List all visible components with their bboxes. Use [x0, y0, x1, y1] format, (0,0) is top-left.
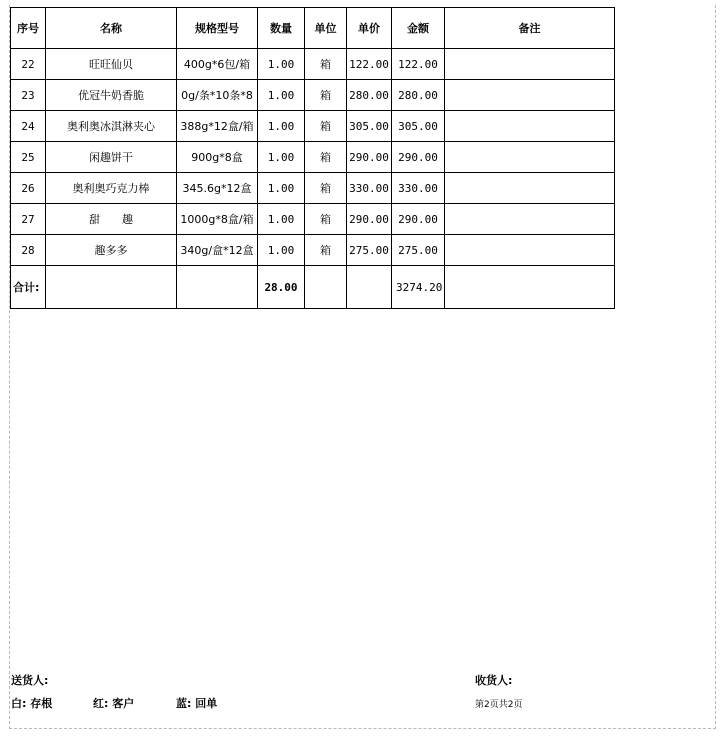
cell-name: 甜 趣: [46, 204, 177, 235]
cell-note: [445, 80, 615, 111]
cell-price: 305.00: [347, 111, 392, 142]
cell-name: 优冠牛奶香脆: [46, 80, 177, 111]
cell-qty: 1.00: [258, 204, 305, 235]
cell-unit: 箱: [305, 80, 347, 111]
total-amount: 3274.20: [392, 266, 445, 309]
cell-no: 26: [11, 173, 46, 204]
cell-qty: 1.00: [258, 173, 305, 204]
total-empty: [445, 266, 615, 309]
cell-amount: 290.00: [392, 142, 445, 173]
total-empty: [177, 266, 258, 309]
cell-name: 趣多多: [46, 235, 177, 266]
table-row: [11, 49, 615, 80]
cell-price: 290.00: [347, 142, 392, 173]
cell-price: 290.00: [347, 204, 392, 235]
header-no: 序号: [11, 8, 46, 49]
cell-note: [445, 235, 615, 266]
cell-amount: 330.00: [392, 173, 445, 204]
header-spec: 规格型号: [177, 8, 258, 49]
cell-note: [445, 204, 615, 235]
cell-no: 25: [11, 142, 46, 173]
cell-amount: 280.00: [392, 80, 445, 111]
total-empty: [46, 266, 177, 309]
table-row: [11, 235, 615, 266]
page-info: 第2页共2页: [475, 700, 523, 710]
cell-spec: 388g*12盒/箱: [177, 111, 258, 142]
cell-spec: 345.6g*12盒: [177, 173, 258, 204]
cell-name: 奥利奥冰淇淋夹心: [46, 111, 177, 142]
table-row: [11, 204, 615, 235]
cell-note: [445, 142, 615, 173]
cell-no: 28: [11, 235, 46, 266]
cell-name: 闲趣饼干: [46, 142, 177, 173]
cell-spec: 0g/条*10条*8: [177, 80, 258, 111]
table-row: [11, 80, 615, 111]
cell-qty: 1.00: [258, 111, 305, 142]
cell-name: 旺旺仙贝: [46, 49, 177, 80]
cell-no: 27: [11, 204, 46, 235]
cell-no: 24: [11, 111, 46, 142]
cell-unit: 箱: [305, 49, 347, 80]
cell-qty: 1.00: [258, 235, 305, 266]
cell-spec: 900g*8盒: [177, 142, 258, 173]
header-amount: 金额: [392, 8, 445, 49]
cell-amount: 275.00: [392, 235, 445, 266]
cell-qty: 1.00: [258, 142, 305, 173]
cell-spec: 400g*6包/箱: [177, 49, 258, 80]
cell-price: 122.00: [347, 49, 392, 80]
receiver-label: 收货人:: [475, 674, 513, 687]
cell-note: [445, 49, 615, 80]
header-note: 备注: [445, 8, 615, 49]
cell-unit: 箱: [305, 142, 347, 173]
cell-spec: 340g/盒*12盒: [177, 235, 258, 266]
header-name: 名称: [46, 8, 177, 49]
copy-blue: 蓝: 回单: [176, 697, 218, 710]
copy-white: 白: 存根: [11, 697, 53, 710]
cell-unit: 箱: [305, 111, 347, 142]
cell-amount: 290.00: [392, 204, 445, 235]
cell-amount: 122.00: [392, 49, 445, 80]
cell-price: 275.00: [347, 235, 392, 266]
table-row: [11, 111, 615, 142]
cell-unit: 箱: [305, 204, 347, 235]
cell-no: 23: [11, 80, 46, 111]
table-row: [11, 173, 615, 204]
header-unit: 单位: [305, 8, 347, 49]
cell-spec: 1000g*8盒/箱: [177, 204, 258, 235]
header-price: 单价: [347, 8, 392, 49]
cell-price: 330.00: [347, 173, 392, 204]
cell-note: [445, 111, 615, 142]
cell-unit: 箱: [305, 235, 347, 266]
total-empty: [347, 266, 392, 309]
table-header-row: [11, 8, 615, 49]
copy-red: 红: 客户: [93, 697, 135, 710]
cell-name: 奥利奥巧克力棒: [46, 173, 177, 204]
cell-amount: 305.00: [392, 111, 445, 142]
header-qty: 数量: [258, 8, 305, 49]
cell-qty: 1.00: [258, 80, 305, 111]
cell-note: [445, 173, 615, 204]
total-empty: [305, 266, 347, 309]
cell-price: 280.00: [347, 80, 392, 111]
total-qty: 28.00: [258, 266, 305, 309]
cell-unit: 箱: [305, 173, 347, 204]
sender-label: 送货人:: [11, 674, 49, 687]
total-label: 合计:: [11, 266, 46, 309]
cell-no: 22: [11, 49, 46, 80]
table-row: [11, 142, 615, 173]
cell-qty: 1.00: [258, 49, 305, 80]
total-row: [11, 266, 615, 309]
goods-table: [10, 7, 615, 309]
